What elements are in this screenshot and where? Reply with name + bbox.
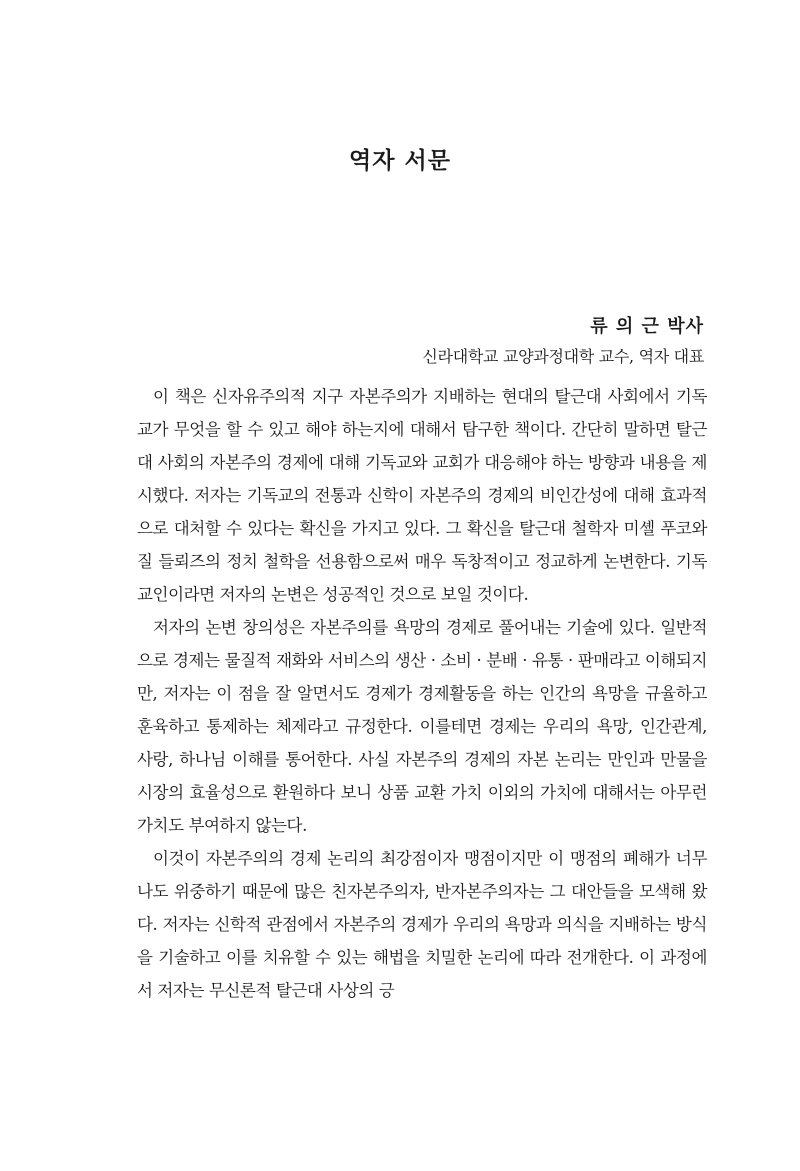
page-title: 역자 서문 [349,148,451,174]
author-affiliation: 신라대학교 교양과정대학 교수, 역자 대표 [422,347,704,366]
paragraph: 저자의 논변 창의성은 자본주의를 욕망의 경제로 풀어내는 기술에 있다. 일반적으로 경제는 물질적 재화와 서비스의 생산 · 소비 · 분배 · 유통 · 판매라고 이해되지만, 저자는 이 점을 잘 알면서도 경제가 경제활동을 하는 인간의 욕망을 규율하고 훈육하고 통제하는 체제라고 규정한다. 이를테면 경제는 우리의 욕망, 인간관계, 사랑, 하나님 이해를 통어한다. 사실 자본주의 경제의 자본 논리는 만인과 만물을 시장의 효율성으로 환원하다 보니 상품 교환 가치 이외의 가치에 대해서는 아무런 가치도 부여하지 않는다. [137,618,707,835]
paragraph: 이것이 자본주의의 경제 논리의 최강점이자 맹점이지만 이 맹점의 폐해가 너무나도 위중하기 때문에 많은 친자본주의자, 반자본주의자는 그 대안들을 모색해 왔다. 저자는 신학적 관점에서 자본주의 경제가 우리의 욕망과 의식을 지배하는 방식을 기술하고 이를 치유할 수 있는 해법을 치밀한 논리에 따라 전개한다. 이 과정에서 저자는 무신론적 탈근대 사상의 긍 [137,849,707,1000]
author-name: 류 의 근 박사 [590,316,704,337]
author-block [422,312,704,367]
body-text [137,380,707,1007]
paragraph: 이 책은 신자유주의적 지구 자본주의가 지배하는 현대의 탈근대 사회에서 기독교가 무엇을 할 수 있고 해야 하는지에 대해서 탐구한 책이다. 간단히 말하면 탈근대 사회의 자본주의 경제에 대해 기독교와 교회가 대응해야 하는 방향과 내용을 제시했다. 저자는 기독교의 전통과 신학이 자본주의 경제의 비인간성에 대해 효과적으로 대처할 수 있다는 확신을 가지고 있다. 그 확신을 탈근대 철학자 미셸 푸코와 질 들뢰즈의 정치 철학을 선용함으로써 매우 독창적이고 정교하게 논변한다. 기독교인이라면 저자의 논변은 성공적인 것으로 보일 것이다. [137,387,707,604]
